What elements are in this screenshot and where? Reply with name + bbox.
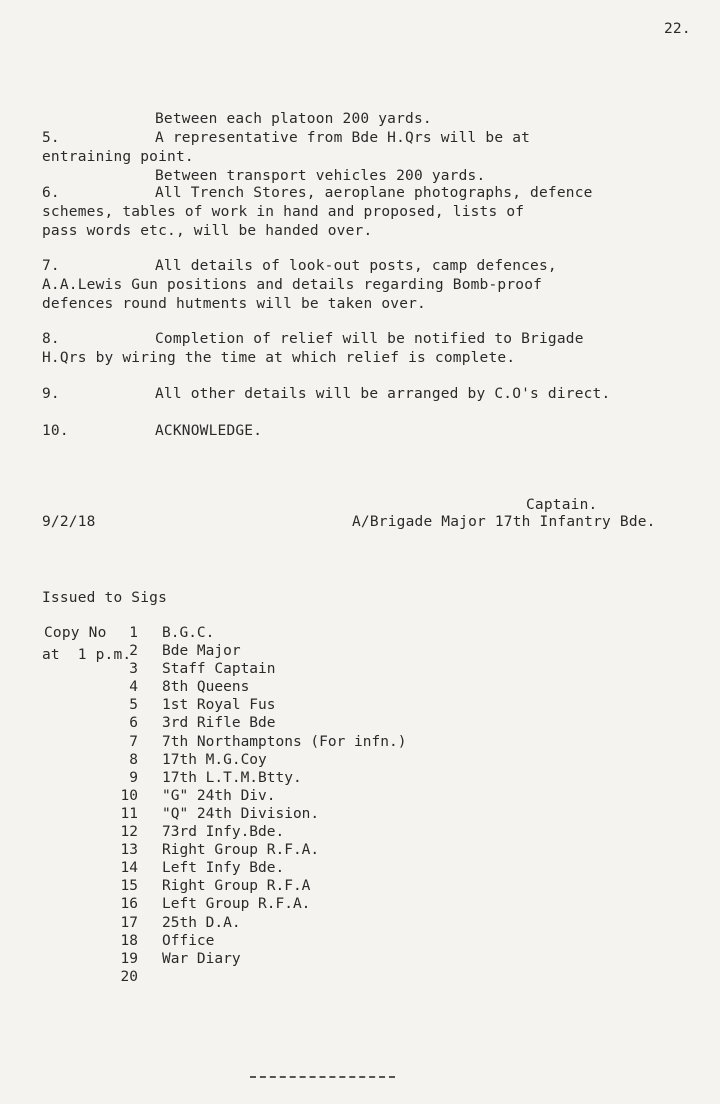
copy-number: 3 [129,661,138,678]
copy-recipient: 73rd Infy.Bde. [162,824,285,841]
copy-number: 15 [120,878,138,895]
paragraph-number: 9. [42,386,60,402]
copy-number: 11 [120,805,138,822]
copy-number: 7 [129,733,138,750]
paragraph-first-line: All Trench Stores, aeroplane photographs, defence [155,185,593,201]
copy-number: 9 [129,769,138,786]
paragraph-first-line: All other details will be arranged by C.O's direct. [155,386,611,402]
copy-recipient: Right Group R.F.A [162,878,311,895]
copy-number: 8 [129,751,138,768]
copy-number: 18 [120,932,138,949]
copy-recipient: Bde Major [162,643,241,660]
copy-recipient: 17th M.G.Coy [162,751,267,768]
paragraph-first-line: All details of look-out posts, camp defences, [155,258,557,274]
paragraph-first-line: A representative from Bde H.Qrs will be at [155,130,531,146]
copy-number: 14 [120,860,138,877]
paragraph-line: pass words etc., will be handed over. [42,223,373,239]
copy-number: 12 [120,824,138,841]
copy-recipient: B.G.C. [162,625,215,641]
paragraph-first-line: Completion of relief will be notified to Brigade [155,331,584,347]
paragraph-line: defences round hutments will be taken over. [42,296,426,312]
issued-line: at 1 p.m. [42,647,132,663]
closing-rule [250,1076,395,1078]
intro-line: Between each platoon 200 yards. [155,111,432,127]
copy-recipient: "G" 24th Div. [162,787,276,804]
copy-label: Copy No [44,625,107,641]
paragraph-first-line: ACKNOWLEDGE. [155,423,263,439]
copy-number: 17 [120,914,138,931]
paragraph-line: entraining point. [42,149,194,165]
paragraph-number: 5. [42,130,60,146]
copy-recipient: 3rd Rifle Bde [162,715,276,732]
signature-rank: Captain. [526,497,598,513]
paragraph-number: 6. [42,185,60,201]
copy-recipient: 17th L.T.M.Btty. [162,769,302,786]
paragraph-line: schemes, tables of work in hand and proposed, lists of [42,204,525,220]
copy-number: 6 [129,715,138,732]
copy-recipient: War Diary [162,950,241,967]
copy-number-column [108,624,138,986]
copy-recipient: Left Infy Bde. [162,860,285,877]
paragraph-number: 8. [42,331,60,347]
copy-number: 1 [129,625,138,641]
copy-recipient: "Q" 24th Division. [162,805,320,822]
paragraph-line: A.A.Lewis Gun positions and details regarding Bomb-proof [42,277,543,293]
copy-recipient: Office [162,932,215,949]
copy-recipient: Right Group R.F.A. [162,842,320,859]
issued-line: Issued to Sigs [42,590,168,606]
copy-recipient: Staff Captain [162,661,276,678]
copy-recipient: 8th Queens [162,679,250,696]
signature-role: A/Brigade Major 17th Infantry Bde. [352,514,656,530]
copy-number: 19 [120,950,138,967]
copy-number: 10 [120,787,138,804]
copy-recipient: Left Group R.F.A. [162,896,311,913]
paragraph-line: H.Qrs by wiring the time at which relief is complete. [42,350,516,366]
copy-number: 13 [120,842,138,859]
intro-line: Between transport vehicles 200 yards. [155,168,486,184]
copy-number: 16 [120,896,138,913]
paragraph-number: 10. [42,423,69,439]
copy-recipient: 7th Northamptons (For infn.) [162,733,407,750]
paragraph-number: 7. [42,258,60,274]
copy-number: 20 [120,968,138,985]
document-date: 9/2/18 [42,514,96,530]
copy-recipient-column [162,624,406,968]
copy-number: 4 [129,679,138,696]
paragraph-10 [42,422,720,498]
copy-recipient: 1st Royal Fus [162,697,276,714]
copy-number: 5 [129,697,138,714]
page-number: 22. [664,21,691,37]
copy-number: 2 [129,643,138,660]
copy-recipient: 25th D.A. [162,914,241,931]
